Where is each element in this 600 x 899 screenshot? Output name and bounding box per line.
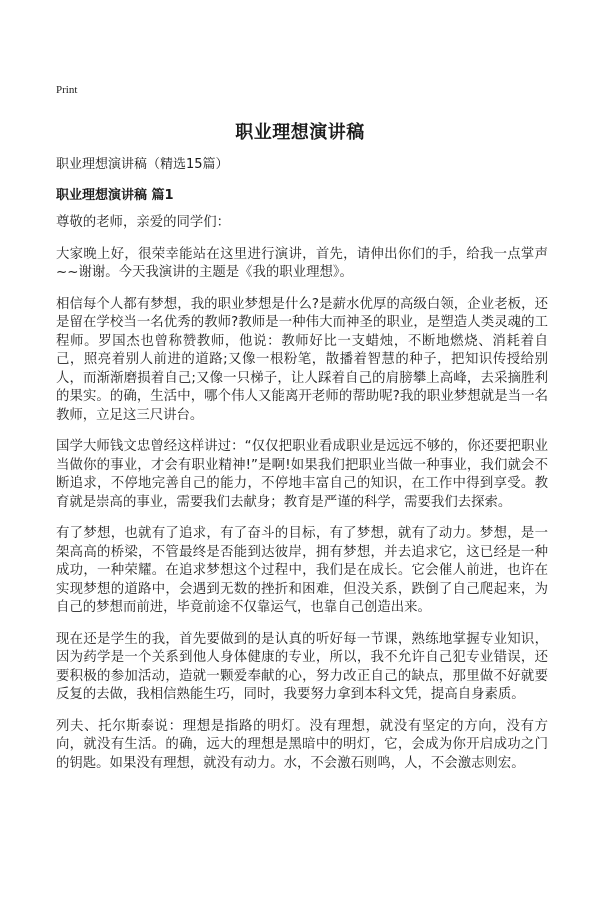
- print-link[interactable]: Print: [56, 84, 78, 96]
- paragraph-student-plan: 现在还是学生的我，首先要做到的是认真的听好每一节课，熟练地掌握专业知识，因为药学是一个关系到他人身体健康的专业，所以，我不允许自己犯专业错误，还要积极的参加活动，造就一颗爱奉献的心，努力改正自己的缺点，那里做不好就要反复的去做，我相信熟能生巧，同时，我要努力拿到本科文凭，提高自身素质。: [56, 631, 548, 702]
- paragraph-tolstoy-quote: 列夫、托尔斯泰说：理想是指路的明灯。没有理想，就没有坚定的方向，没有方向，就没有生活。的确，远大的理想是黑暗中的明灯，它，会成为你开启成功之门的钥匙。如果没有理想，就没有动力。水，不会激石则鸣，人，不会激志则宏。: [56, 718, 548, 771]
- paragraph-dream-pursuit: 有了梦想，也就有了追求，有了奋斗的目标，有了梦想，就有了动力。梦想，是一架高高的桥梁，不管最终是否能到达彼岸，拥有梦想，并去追求它，这已经是一种成功，一种荣耀。在追求梦想这个过程中，我们是在成长。它会催人前进，也许在实现梦想的道路中，会遇到无数的挫折和困难，但没关系，跌倒了自己爬起来，为自己的梦想而前进，毕竟前途不仅靠运气，也靠自己创造出来。: [56, 526, 548, 615]
- speech-body: [56, 214, 548, 786]
- document-subtitle: 职业理想演讲稿（精选15篇）: [56, 157, 229, 172]
- paragraph-career-spirit: 国学大师钱文忠曾经这样讲过：“仅仅把职业看成职业是远远不够的，你还要把职业当做你的事业，才会有职业精神!”是啊!如果我们把职业当做一种事业，我们就会不断追求，不停地完善自己的能力，不停地丰富自己的知识，在工作中得到享受。教育就是崇高的事业，需要我们去献身；教育是严谨的科学，需要我们去探索。: [56, 439, 548, 510]
- paragraph-salutation: 尊敬的老师，亲爱的同学们：: [56, 215, 231, 230]
- paragraph-teacher-dream: 相信每个人都有梦想，我的职业梦想是什么?是薪水优厚的高级白领，企业老板，还是留在学校当一名优秀的教师?教师是一种伟大而神圣的职业，是塑造人类灵魂的工程师。罗国杰也曾称赞教师，他说：教师好比一支蜡烛，不断地燃烧、消耗着自己，照亮着别人前进的道路;又像一根粉笔，散播着智慧的种子，把知识传授给别人，而渐渐磨损着自己;又像一只梯子，让人踩着自己的肩膀攀上高峰，去采摘胜利的果实。的确，生活中，哪个伟人又能离开老师的帮助呢?我的职业梦想就是当一名教师，立足这三尺讲台。: [56, 296, 548, 423]
- section-heading: 职业理想演讲稿 篇1: [56, 188, 174, 203]
- document-title: 职业理想演讲稿: [235, 122, 365, 143]
- paragraph-opening: 大家晚上好，很荣幸能站在这里进行演讲，首先，请伸出你们的手，给我一点掌声~~谢谢。今天我演讲的主题是《我的职业理想》。: [56, 246, 548, 280]
